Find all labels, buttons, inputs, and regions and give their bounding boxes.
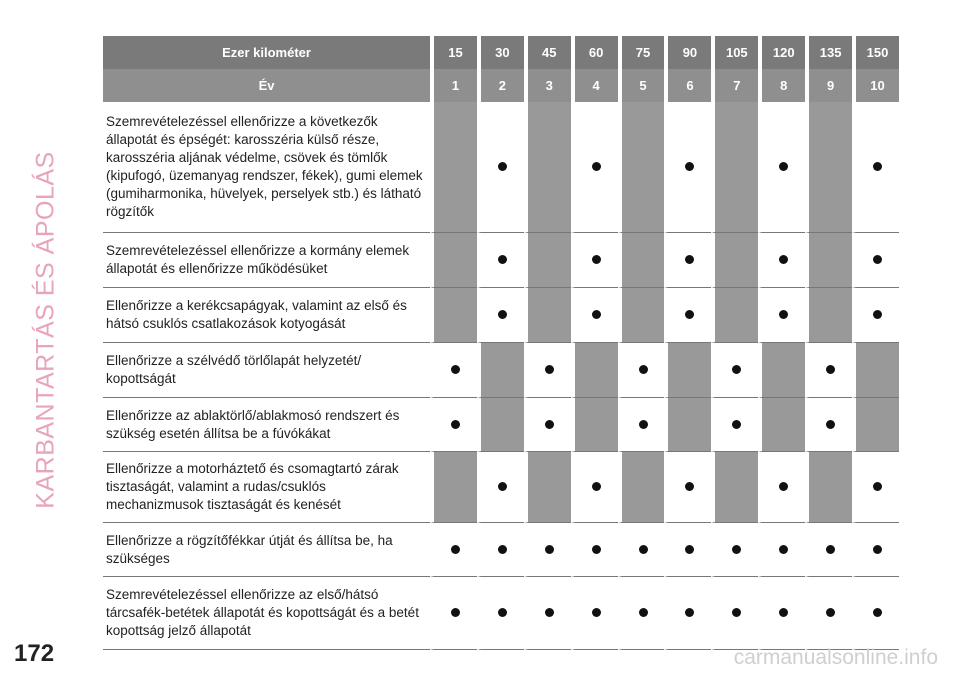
interval-cell [664, 343, 711, 398]
interval-cell [805, 398, 852, 452]
interval-cell [524, 452, 571, 523]
interval-cell [664, 233, 711, 288]
scheduled-dot-icon [498, 255, 507, 264]
scheduled-dot-icon [498, 162, 507, 171]
header-year-cell: 1 [430, 69, 477, 102]
interval-cell [571, 233, 618, 288]
scheduled-dot-icon [545, 420, 554, 429]
header-row-km [103, 36, 899, 69]
row-description: Ellenőrizze az ablaktörlő/ablakmosó rendszert és szükség esetén állítsa be a fúvókákat [103, 398, 430, 452]
scheduled-dot-icon [545, 365, 554, 374]
interval-cell [571, 102, 618, 233]
interval-cell [852, 288, 899, 343]
watermark: carmanualsonline.info [733, 646, 938, 669]
interval-cell [805, 523, 852, 577]
interval-cell [571, 452, 618, 523]
scheduled-dot-icon [592, 162, 601, 171]
interval-cell [664, 523, 711, 577]
header-km-cell: 15 [430, 36, 477, 69]
table-row [103, 233, 899, 288]
scheduled-dot-icon [873, 545, 882, 554]
scheduled-dot-icon [451, 365, 460, 374]
interval-cell [430, 523, 477, 577]
interval-cell [477, 523, 524, 577]
scheduled-dot-icon [779, 482, 788, 491]
interval-cell [618, 398, 665, 452]
header-km-cell: 150 [852, 36, 899, 69]
scheduled-dot-icon [639, 420, 648, 429]
interval-cell [758, 233, 805, 288]
row-description: Szemrevételezéssel ellenőrizze a kormány elemek állapotát és ellenőrizze működésüket [103, 233, 430, 288]
scheduled-dot-icon [685, 608, 694, 617]
scheduled-dot-icon [639, 545, 648, 554]
scheduled-dot-icon [779, 545, 788, 554]
row-description: Ellenőrizze a szélvédő törlőlapát helyzetét/ kopottságát [103, 343, 430, 398]
scheduled-dot-icon [639, 608, 648, 617]
interval-cell [852, 452, 899, 523]
scheduled-dot-icon [498, 482, 507, 491]
table-row [103, 452, 899, 523]
scheduled-dot-icon [451, 420, 460, 429]
interval-cell [758, 102, 805, 233]
interval-cell [477, 452, 524, 523]
scheduled-dot-icon [732, 420, 741, 429]
interval-cell [618, 288, 665, 343]
scheduled-dot-icon [873, 162, 882, 171]
interval-cell [711, 233, 758, 288]
interval-cell [430, 343, 477, 398]
interval-cell [524, 102, 571, 233]
header-km-cell: 60 [571, 36, 618, 69]
interval-cell [852, 343, 899, 398]
header-km-cell: 45 [524, 36, 571, 69]
header-row-year [103, 69, 899, 102]
scheduled-dot-icon [498, 310, 507, 319]
interval-cell [618, 452, 665, 523]
interval-cell [758, 343, 805, 398]
interval-cell [664, 577, 711, 650]
interval-cell [664, 102, 711, 233]
scheduled-dot-icon [779, 162, 788, 171]
interval-cell [711, 398, 758, 452]
table-row [103, 398, 899, 452]
interval-cell [524, 288, 571, 343]
interval-cell [524, 343, 571, 398]
scheduled-dot-icon [592, 482, 601, 491]
scheduled-dot-icon [826, 545, 835, 554]
interval-cell [758, 398, 805, 452]
interval-cell [805, 233, 852, 288]
scheduled-dot-icon [779, 608, 788, 617]
header-year-cell: 7 [711, 69, 758, 102]
interval-cell [618, 233, 665, 288]
header-year-cell: 4 [571, 69, 618, 102]
interval-cell [711, 577, 758, 650]
interval-cell [571, 523, 618, 577]
interval-cell [711, 452, 758, 523]
table-row [103, 577, 899, 650]
interval-cell [430, 288, 477, 343]
interval-cell [805, 452, 852, 523]
header-km-label: Ezer kilométer [103, 36, 430, 69]
interval-cell [852, 102, 899, 233]
interval-cell [852, 233, 899, 288]
interval-cell [477, 577, 524, 650]
scheduled-dot-icon [732, 365, 741, 374]
interval-cell [711, 288, 758, 343]
scheduled-dot-icon [873, 482, 882, 491]
scheduled-dot-icon [826, 608, 835, 617]
interval-cell [477, 288, 524, 343]
header-km-cell: 75 [618, 36, 665, 69]
interval-cell [477, 398, 524, 452]
interval-cell [618, 523, 665, 577]
header-year-cell: 10 [852, 69, 899, 102]
scheduled-dot-icon [826, 365, 835, 374]
header-year-cell: 8 [758, 69, 805, 102]
header-km-cell: 105 [711, 36, 758, 69]
scheduled-dot-icon [592, 608, 601, 617]
scheduled-dot-icon [685, 545, 694, 554]
interval-cell [618, 343, 665, 398]
interval-cell [664, 398, 711, 452]
interval-cell [805, 343, 852, 398]
scheduled-dot-icon [685, 310, 694, 319]
scheduled-dot-icon [592, 310, 601, 319]
interval-cell [571, 577, 618, 650]
table-row [103, 102, 899, 233]
interval-cell [664, 288, 711, 343]
scheduled-dot-icon [639, 365, 648, 374]
interval-cell [711, 523, 758, 577]
scheduled-dot-icon [451, 608, 460, 617]
header-km-cell: 90 [664, 36, 711, 69]
interval-cell [477, 343, 524, 398]
scheduled-dot-icon [779, 255, 788, 264]
interval-cell [852, 398, 899, 452]
interval-cell [805, 577, 852, 650]
scheduled-dot-icon [826, 420, 835, 429]
interval-cell [852, 577, 899, 650]
scheduled-dot-icon [685, 482, 694, 491]
interval-cell [430, 102, 477, 233]
interval-cell [758, 452, 805, 523]
scheduled-dot-icon [685, 255, 694, 264]
table-row [103, 288, 899, 343]
maintenance-schedule-table [103, 36, 899, 650]
scheduled-dot-icon [873, 255, 882, 264]
header-year-cell: 5 [618, 69, 665, 102]
interval-cell [618, 577, 665, 650]
scheduled-dot-icon [592, 255, 601, 264]
header-year-cell: 6 [664, 69, 711, 102]
table-row [103, 343, 899, 398]
scheduled-dot-icon [873, 310, 882, 319]
header-year-cell: 2 [477, 69, 524, 102]
section-side-title-text: KARBANTARTÁS ÉS ÁPOLÁS [31, 151, 60, 509]
interval-cell [758, 523, 805, 577]
interval-cell [430, 398, 477, 452]
header-year-cell: 9 [805, 69, 852, 102]
interval-cell [618, 102, 665, 233]
header-year-cell: 3 [524, 69, 571, 102]
header-km-cell: 120 [758, 36, 805, 69]
interval-cell [711, 102, 758, 233]
interval-cell [805, 102, 852, 233]
interval-cell [524, 398, 571, 452]
row-description: Ellenőrizze a motorháztető és csomagtartó zárak tisztaságát, valamint a rudas/csuklós mechanizmusok tisztaságát és kenését [103, 452, 430, 523]
interval-cell [524, 233, 571, 288]
scheduled-dot-icon [592, 545, 601, 554]
interval-cell [805, 288, 852, 343]
interval-cell [711, 343, 758, 398]
interval-cell [758, 288, 805, 343]
interval-cell [664, 452, 711, 523]
interval-cell [430, 577, 477, 650]
interval-cell [430, 233, 477, 288]
scheduled-dot-icon [545, 608, 554, 617]
row-description: Szemrevételezéssel ellenőrizze az első/hátsó tárcsafék-betétek állapotát és kopottságát és a betét kopottság jelző állapotát [103, 577, 430, 650]
interval-cell [477, 233, 524, 288]
header-km-cell: 135 [805, 36, 852, 69]
scheduled-dot-icon [451, 545, 460, 554]
header-year-label: Év [103, 69, 430, 102]
interval-cell [758, 577, 805, 650]
scheduled-dot-icon [685, 162, 694, 171]
row-description: Ellenőrizze a rögzítőfékkar útját és állítsa be, ha szükséges [103, 523, 430, 577]
header-km-cell: 30 [477, 36, 524, 69]
interval-cell [430, 452, 477, 523]
interval-cell [524, 577, 571, 650]
interval-cell [524, 523, 571, 577]
interval-cell [571, 343, 618, 398]
interval-cell [571, 398, 618, 452]
interval-cell [852, 523, 899, 577]
row-description: Ellenőrizze a kerékcsapágyak, valamint az első és hátsó csuklós csatlakozások kotyogását [103, 288, 430, 343]
scheduled-dot-icon [873, 608, 882, 617]
scheduled-dot-icon [732, 545, 741, 554]
table-row [103, 523, 899, 577]
scheduled-dot-icon [498, 545, 507, 554]
interval-cell [571, 288, 618, 343]
scheduled-dot-icon [545, 545, 554, 554]
scheduled-dot-icon [779, 310, 788, 319]
row-description: Szemrevételezéssel ellenőrizze a következők állapotát és épségét: karosszéria külső része, karosszéria aljának védelme, csövek és tömlők (kipufogó, üzemanyag rendszer, fékek), gumi elemek (gumiharmonika, hüvelyek, perselyek stb.) és látható rögzítők [103, 102, 430, 233]
scheduled-dot-icon [732, 608, 741, 617]
interval-cell [477, 102, 524, 233]
scheduled-dot-icon [498, 608, 507, 617]
page-number: 172 [14, 640, 55, 667]
